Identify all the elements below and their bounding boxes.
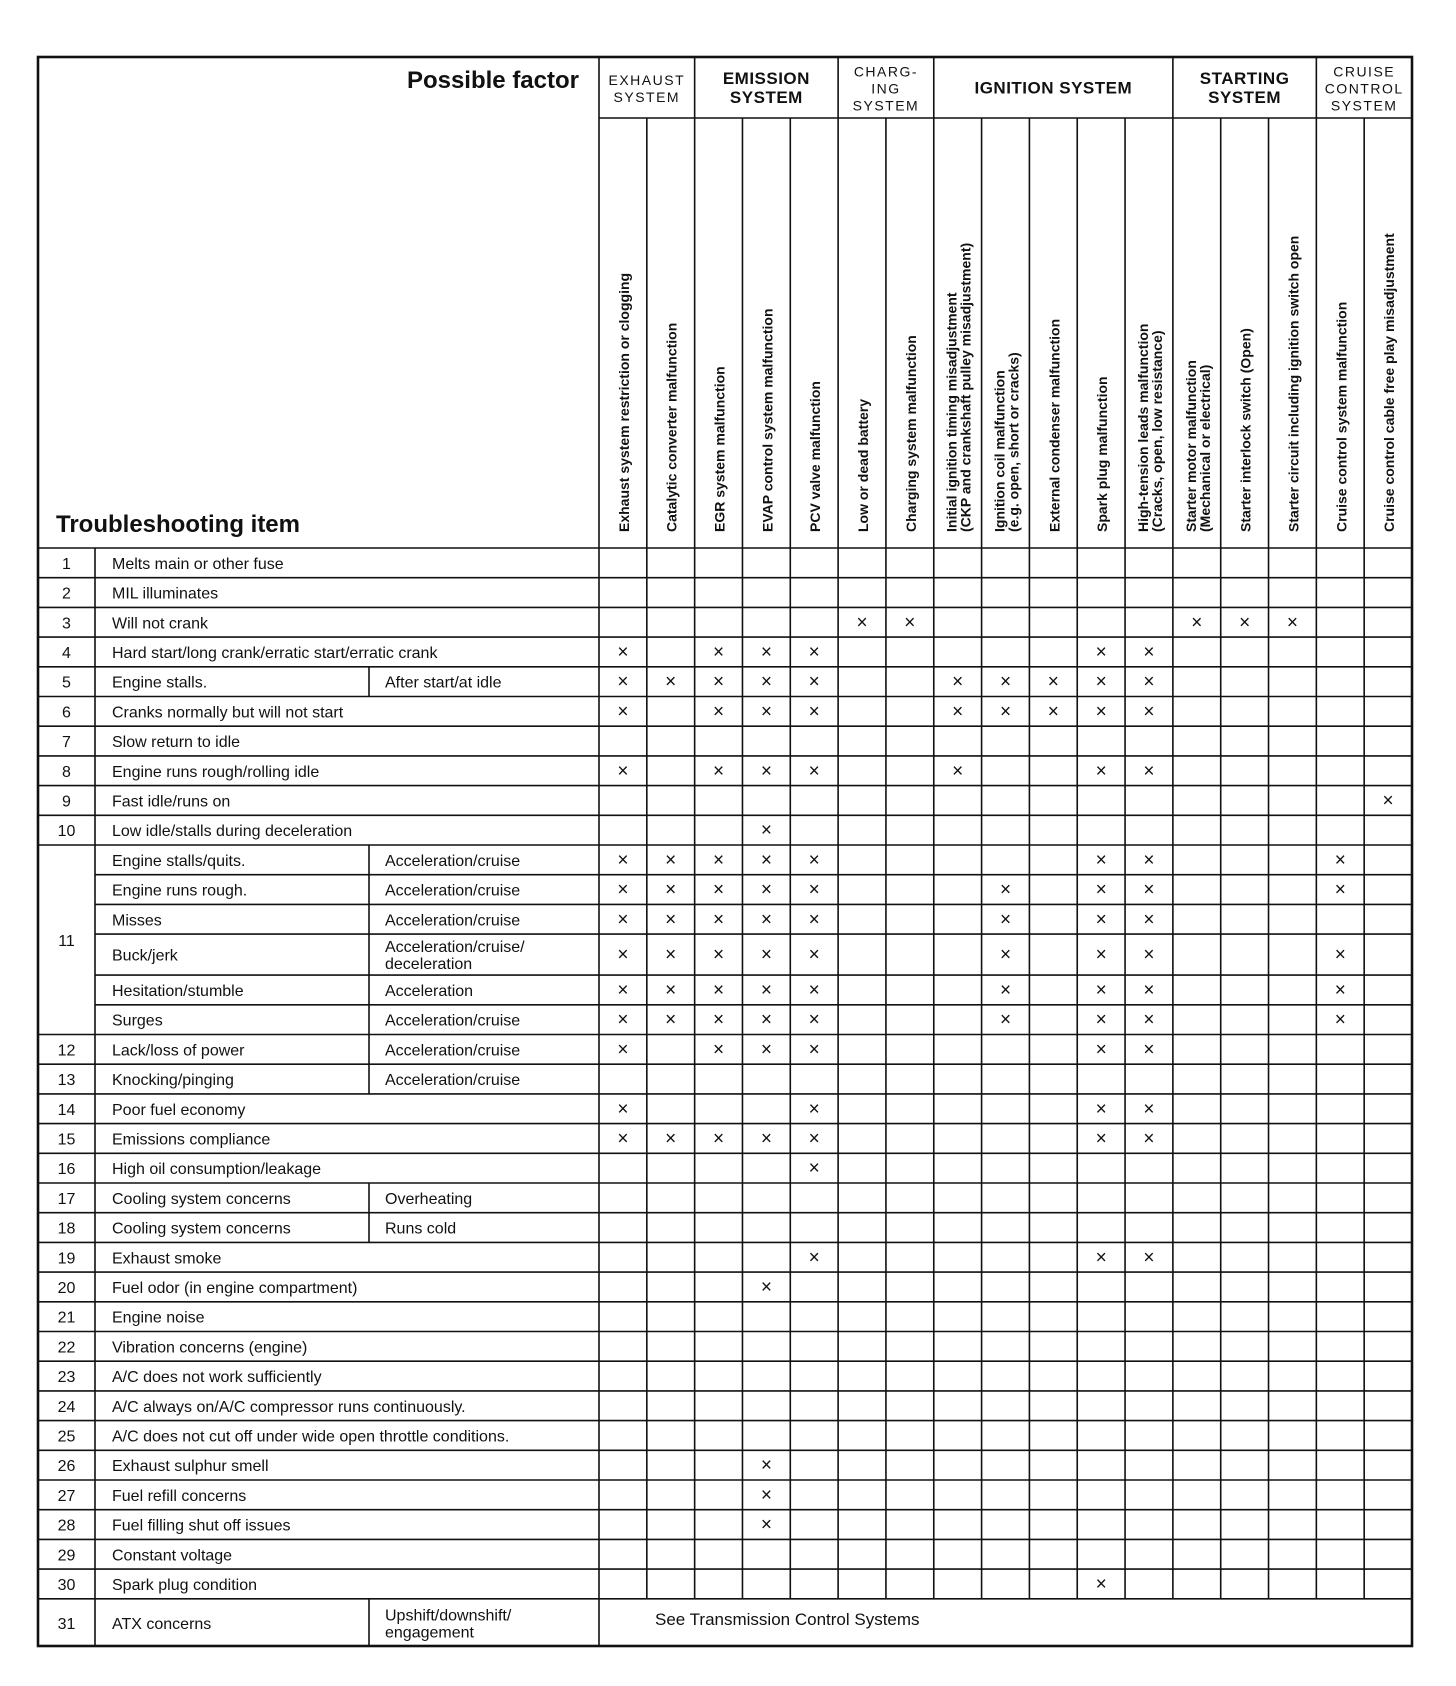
troubleshooting-item-label: Cooling system concerns: [112, 1220, 291, 1238]
factor-mark: ×: [808, 1158, 820, 1180]
factor-mark: ×: [999, 979, 1012, 1001]
factor-mark: ×: [760, 1484, 772, 1506]
factor-mark: ×: [665, 944, 677, 966]
factor-mark: ×: [760, 849, 772, 871]
row-number: 25: [57, 1428, 76, 1446]
troubleshooting-item-label: Cooling system concerns: [112, 1190, 291, 1208]
row-number: 15: [57, 1131, 76, 1149]
factor-mark: ×: [713, 944, 725, 966]
row-number: 5: [62, 674, 71, 692]
factor-mark: ×: [808, 1128, 820, 1150]
factor-label-1: Exhaust system restriction or clogging: [615, 272, 632, 532]
factor-mark: ×: [617, 641, 629, 663]
factor-mark: ×: [1143, 1247, 1155, 1269]
factor-mark: ×: [617, 671, 629, 693]
factor-label-13: Starter motor malfunction: [1182, 360, 1199, 532]
factor-mark: ×: [1143, 879, 1155, 901]
factor-label-4: EVAP control system malfunction: [759, 308, 776, 532]
row-number: 8: [62, 763, 71, 781]
factor-mark: ×: [1143, 979, 1155, 1001]
troubleshooting-item-label: Exhaust smoke: [112, 1250, 222, 1268]
factor-mark: ×: [999, 879, 1012, 901]
factor-label-3: EGR system malfunction: [711, 366, 728, 532]
factor-mark: ×: [1095, 944, 1107, 966]
row-number: 28: [57, 1517, 76, 1535]
troubleshooting-item-label: Engine runs rough/rolling idle: [112, 763, 320, 781]
troubleshooting-item-label: Misses: [112, 912, 162, 930]
row-number: 7: [62, 734, 71, 752]
factor-label-17: Cruise control cable free play misadjustment: [1381, 233, 1398, 532]
factor-mark: ×: [617, 1128, 629, 1150]
factor-mark: ×: [808, 1247, 820, 1269]
factor-mark: ×: [1095, 760, 1107, 782]
factor-mark: ×: [1143, 1039, 1155, 1061]
troubleshooting-item-label: Engine noise: [112, 1309, 205, 1327]
row-number: 3: [62, 615, 71, 633]
factor-mark: ×: [1095, 909, 1107, 931]
see-transmission-note: See Transmission Control Systems: [655, 1609, 920, 1629]
factor-mark: ×: [999, 909, 1012, 931]
factor-mark: ×: [617, 879, 629, 901]
troubleshooting-item-label: A/C does not cut off under wide open throttle conditions.: [112, 1428, 510, 1446]
row-number: 30: [57, 1576, 76, 1594]
troubleshooting-item-label: Engine runs rough.: [112, 882, 248, 900]
factor-mark: ×: [760, 1009, 772, 1031]
troubleshooting-item-label: Engine stalls.: [112, 674, 208, 692]
factor-mark: ×: [1095, 1128, 1107, 1150]
factor-label-6: Low or dead battery: [855, 398, 872, 532]
factor-label-8: (CKP and crankshaft pulley misadjustment): [957, 242, 974, 532]
factor-label-9: (e.g. open, short or cracks): [1005, 352, 1022, 532]
factor-mark: ×: [1143, 671, 1155, 693]
row-number: 17: [57, 1190, 76, 1208]
troubleshooting-item-label: Engine stalls/quits.: [112, 852, 246, 870]
row-number: 21: [57, 1309, 76, 1327]
factor-mark: ×: [713, 701, 725, 723]
factor-mark: ×: [808, 944, 820, 966]
troubleshooting-item-label: Fuel filling shut off issues: [112, 1517, 291, 1535]
group-header-starting-system: SYSTEM: [1208, 88, 1282, 107]
group-header-exhaust-system: SYSTEM: [613, 89, 681, 105]
troubleshooting-item-label: A/C always on/A/C compressor runs continuously.: [112, 1398, 466, 1416]
factor-mark: ×: [760, 979, 772, 1001]
factor-mark: ×: [617, 979, 629, 1001]
factor-mark: ×: [808, 671, 820, 693]
row-number: 2: [62, 585, 71, 603]
condition-label: Acceleration/cruise/ deceleration: [385, 939, 525, 974]
factor-label-9: Ignition coil malfunction: [991, 370, 1008, 532]
row-number: 31: [57, 1615, 76, 1633]
row-number: 27: [57, 1487, 76, 1505]
row-number: 19: [57, 1250, 76, 1268]
factor-label-12: (Cracks, open, low resistance): [1148, 330, 1165, 532]
factor-mark: ×: [760, 1514, 772, 1536]
troubleshooting-item-label: Fuel refill concerns: [112, 1487, 247, 1505]
factor-mark: ×: [713, 849, 725, 871]
factor-mark: ×: [1143, 1098, 1155, 1120]
condition-label: Acceleration/cruise: [385, 1072, 521, 1090]
troubleshooting-item-label: Melts main or other fuse: [112, 555, 284, 573]
factor-mark: ×: [999, 944, 1012, 966]
troubleshooting-item-label: ATX concerns: [112, 1615, 212, 1633]
factor-mark: ×: [760, 701, 772, 723]
group-header-cruise-control-system: CONTROL: [1324, 80, 1404, 97]
factor-label-5: PCV valve malfunction: [807, 381, 824, 532]
factor-mark: ×: [1095, 979, 1107, 1001]
row-number: 4: [62, 644, 71, 662]
row-number: 26: [57, 1458, 76, 1476]
troubleshooting-item-label: Fuel odor (in engine compartment): [112, 1279, 358, 1297]
troubleshooting-item-label: Emissions compliance: [112, 1131, 271, 1149]
group-header-cruise-control-system: CRUISE: [1333, 63, 1396, 80]
condition-label: After start/at idle: [385, 674, 502, 692]
factor-mark: ×: [617, 909, 629, 931]
factor-mark: ×: [665, 671, 677, 693]
factor-label-2: Catalytic converter malfunction: [663, 322, 680, 532]
group-header-emission-system: EMISSION: [722, 69, 810, 88]
factor-label-13: (Mechanical or electrical): [1196, 364, 1213, 532]
factor-mark: ×: [999, 1009, 1012, 1031]
factor-mark: ×: [808, 701, 820, 723]
factor-mark: ×: [665, 979, 677, 1001]
troubleshooting-item-label: High oil consumption/leakage: [112, 1161, 322, 1179]
factor-mark: ×: [617, 701, 629, 723]
troubleshooting-item-label: Knocking/pinging: [112, 1072, 234, 1090]
factor-label-12: High-tension leads malfunction: [1134, 323, 1151, 532]
table-row: [58, 1428, 510, 1445]
factor-label-7: Charging system malfunction: [902, 335, 919, 532]
factor-mark: ×: [1095, 1098, 1107, 1120]
row-number: 29: [57, 1547, 76, 1565]
table-row: [58, 1221, 457, 1238]
factor-mark: ×: [617, 1098, 629, 1120]
factor-mark: ×: [1334, 979, 1346, 1001]
factor-mark: ×: [1143, 701, 1155, 723]
factor-mark: ×: [1143, 1009, 1155, 1031]
possible-factor-heading: Possible factor: [406, 67, 579, 94]
group-header-charging-system: SYSTEM: [852, 97, 920, 114]
factor-mark: ×: [1143, 760, 1155, 782]
factor-mark: ×: [760, 909, 772, 931]
condition-label: Upshift/downshift/ engagement: [385, 1607, 512, 1642]
factor-mark: ×: [1334, 944, 1346, 966]
factor-label-16: Cruise control system malfunction: [1333, 301, 1350, 532]
table-row: [58, 1191, 473, 1208]
factor-mark: ×: [713, 641, 725, 663]
factor-mark: ×: [665, 849, 677, 871]
factor-mark: ×: [760, 944, 772, 966]
factor-mark: ×: [952, 760, 964, 782]
condition-label: Acceleration: [385, 982, 474, 1000]
factor-mark: ×: [760, 879, 772, 901]
factor-mark: ×: [1095, 671, 1107, 693]
factor-mark: ×: [1334, 879, 1346, 901]
factor-mark: ×: [1143, 849, 1155, 871]
troubleshooting-item-label: Hesitation/stumble: [112, 982, 244, 1000]
troubleshooting-item-heading: Troubleshooting item: [56, 511, 300, 538]
factor-mark: ×: [713, 879, 725, 901]
row-number: 24: [57, 1398, 76, 1416]
factor-mark: ×: [1143, 1128, 1155, 1150]
row-number: 20: [57, 1279, 76, 1297]
row-number: 1: [62, 555, 71, 573]
row-number: 14: [57, 1101, 76, 1119]
factor-mark: ×: [713, 1009, 725, 1031]
group-header-emission-system: SYSTEM: [729, 88, 803, 107]
factor-mark: ×: [760, 1039, 772, 1061]
troubleshooting-item-label: Cranks normally but will not start: [112, 704, 344, 722]
troubleshooting-item-label: Surges: [112, 1012, 163, 1030]
troubleshooting-item-label: Lack/loss of power: [112, 1042, 245, 1060]
factor-mark: ×: [1095, 1573, 1107, 1595]
factor-mark: ×: [1143, 641, 1155, 663]
factor-mark: ×: [665, 1128, 677, 1150]
factor-mark: ×: [1095, 1009, 1107, 1031]
row-number: 13: [57, 1072, 76, 1090]
factor-mark: ×: [1382, 790, 1394, 812]
factor-mark: ×: [665, 909, 677, 931]
troubleshooting-item-label: Constant voltage: [112, 1547, 233, 1565]
factor-mark: ×: [1095, 849, 1107, 871]
factor-mark: ×: [617, 760, 629, 782]
factor-mark: ×: [1095, 701, 1107, 723]
factor-label-8: Initial ignition timing misadjustment: [943, 292, 960, 532]
factor-label-14: Starter interlock switch (Open): [1237, 328, 1254, 532]
factor-mark: ×: [1286, 612, 1298, 634]
condition-label: Acceleration/cruise: [385, 1012, 521, 1030]
group-header-cruise-control-system: SYSTEM: [1330, 97, 1398, 114]
factor-mark: ×: [1095, 879, 1107, 901]
troubleshooting-item-label: Vibration concerns (engine): [112, 1339, 308, 1357]
factor-mark: ×: [1143, 909, 1155, 931]
factor-mark: ×: [1143, 944, 1155, 966]
factor-mark: ×: [808, 879, 820, 901]
troubleshooting-item-label: Hard start/long crank/erratic start/erratic crank: [112, 644, 438, 662]
troubleshooting-item-label: Fast idle/runs on: [112, 793, 231, 811]
condition-label: Runs cold: [385, 1220, 457, 1238]
troubleshooting-item-label: A/C does not work sufficiently: [112, 1369, 322, 1387]
factor-mark: ×: [617, 849, 629, 871]
troubleshooting-item-label: Spark plug condition: [112, 1576, 257, 1594]
factor-label-11: Spark plug malfunction: [1094, 376, 1111, 532]
row-number: 11: [58, 932, 75, 950]
condition-label: Acceleration/cruise: [385, 852, 521, 870]
factor-mark: ×: [808, 1098, 820, 1120]
factor-mark: ×: [713, 760, 725, 782]
troubleshooting-item-label: Slow return to idle: [112, 734, 241, 752]
factor-mark: ×: [952, 671, 964, 693]
factor-mark: ×: [760, 641, 772, 663]
row-number: 23: [57, 1369, 76, 1387]
factor-mark: ×: [1191, 612, 1203, 634]
factor-mark: ×: [713, 909, 725, 931]
group-header-charging-system: ING: [871, 80, 901, 97]
factor-mark: ×: [952, 701, 964, 723]
condition-label: Acceleration/cruise: [385, 1042, 521, 1060]
factor-mark: ×: [760, 1455, 772, 1477]
factor-mark: ×: [1047, 701, 1059, 723]
factor-mark: ×: [713, 979, 725, 1001]
factor-mark: ×: [713, 1128, 725, 1150]
factor-mark: ×: [1334, 1009, 1346, 1031]
factor-mark: ×: [808, 849, 820, 871]
row-number: 16: [57, 1161, 76, 1179]
factor-mark: ×: [1095, 641, 1107, 663]
factor-mark: ×: [1095, 1247, 1107, 1269]
factor-mark: ×: [760, 820, 772, 842]
factor-mark: ×: [713, 1039, 725, 1061]
factor-mark: ×: [760, 1128, 772, 1150]
factor-mark: ×: [808, 1009, 820, 1031]
factor-mark: ×: [617, 944, 629, 966]
factor-mark: ×: [808, 641, 820, 663]
condition-label: Acceleration/cruise: [385, 912, 521, 930]
factor-label-15: Starter circuit including ignition switch open: [1285, 235, 1302, 532]
factor-mark: ×: [617, 1039, 629, 1061]
group-header-starting-system: STARTING: [1199, 69, 1290, 88]
factor-mark: ×: [1239, 612, 1251, 634]
row-number: 22: [57, 1339, 76, 1357]
factor-mark: ×: [808, 909, 820, 931]
troubleshooting-item-label: MIL illuminates: [112, 585, 219, 603]
factor-mark: ×: [617, 1009, 629, 1031]
factor-mark: ×: [808, 1039, 820, 1061]
condition-label: Overheating: [385, 1190, 473, 1208]
factor-mark: ×: [999, 701, 1012, 723]
factor-mark: ×: [1047, 671, 1059, 693]
table-row: [58, 1399, 466, 1416]
troubleshooting-item-label: Low idle/stalls during deceleration: [112, 823, 353, 841]
row-number: 12: [57, 1042, 76, 1060]
factor-mark: ×: [856, 612, 868, 634]
factor-mark: ×: [760, 1276, 772, 1298]
factor-mark: ×: [713, 671, 725, 693]
factor-mark: ×: [904, 612, 916, 634]
factor-mark: ×: [999, 671, 1012, 693]
group-header-exhaust-system: EXHAUST: [608, 72, 686, 88]
factor-mark: ×: [808, 760, 820, 782]
factor-mark: ×: [665, 879, 677, 901]
troubleshooting-item-label: Exhaust sulphur smell: [112, 1458, 269, 1476]
factor-mark: ×: [808, 979, 820, 1001]
row-number: 10: [57, 823, 76, 841]
row-number: 18: [57, 1220, 76, 1238]
factor-mark: ×: [760, 760, 772, 782]
factor-mark: ×: [1334, 849, 1346, 871]
row-number: 6: [62, 704, 71, 722]
troubleshooting-item-label: Will not crank: [112, 615, 209, 633]
factor-mark: ×: [665, 1009, 677, 1031]
factor-label-10: External condenser malfunction: [1046, 318, 1063, 532]
group-header-charging-system: CHARG-: [853, 63, 919, 80]
factor-mark: ×: [1095, 1039, 1107, 1061]
group-header-ignition-system: IGNITION SYSTEM: [974, 78, 1133, 98]
condition-label: Acceleration/cruise: [385, 882, 521, 900]
troubleshooting-item-label: Buck/jerk: [112, 947, 178, 965]
factor-mark: ×: [760, 671, 772, 693]
row-number: 9: [62, 793, 71, 811]
troubleshooting-item-label: Poor fuel economy: [112, 1101, 246, 1119]
